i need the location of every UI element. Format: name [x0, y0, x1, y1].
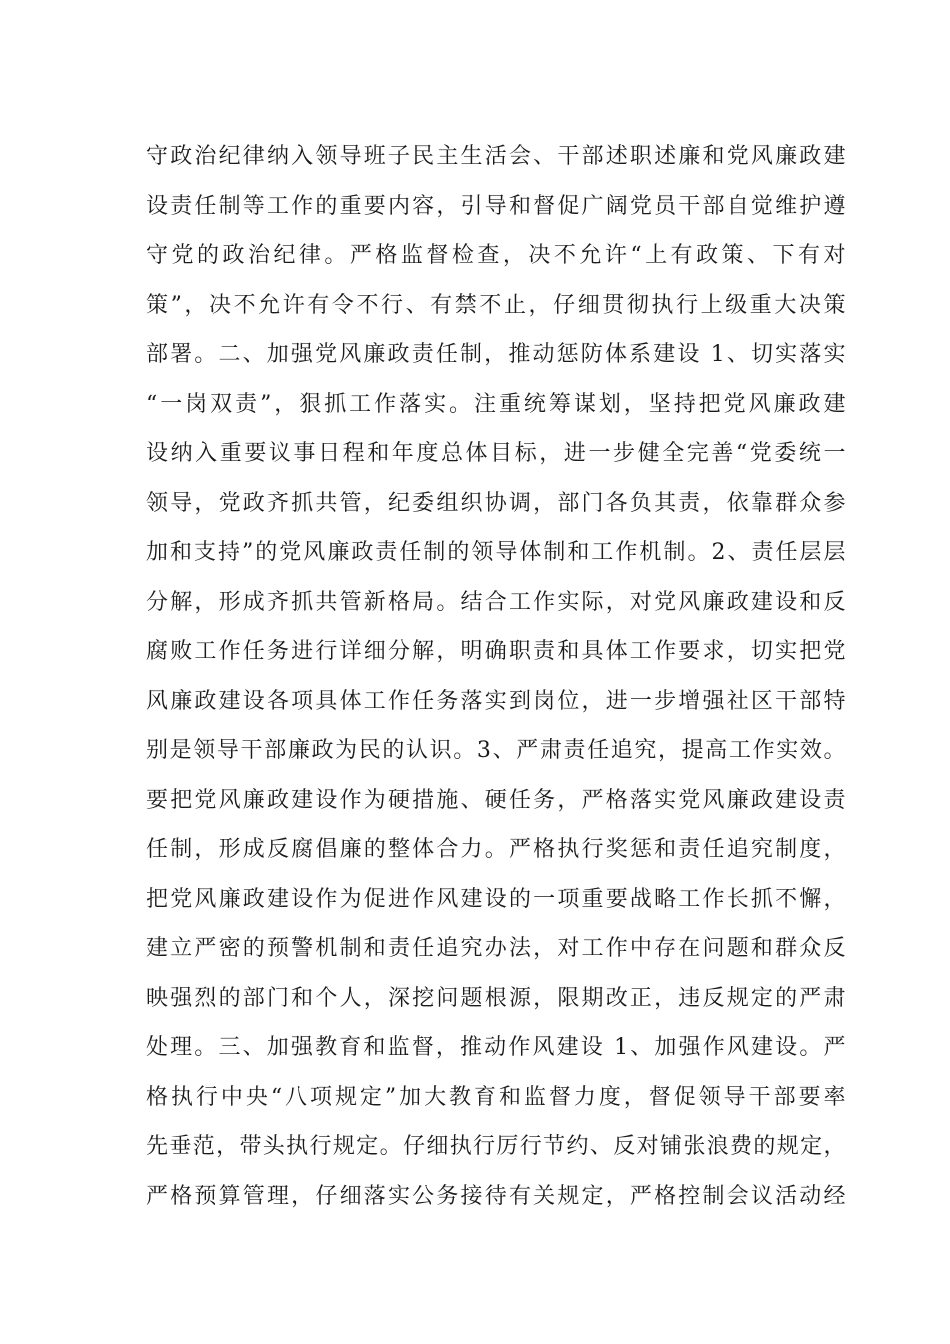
text-line: “一岗双责”，狠抓工作落实。注重统筹谋划，坚持把党风廉政建 [146, 391, 846, 417]
text-line: 任制，形成反腐倡廉的整体合力。严格执行奖惩和责任追究制度， [146, 837, 846, 862]
text-line: 格执行中央“八项规定”加大教育和监督力度，督促领导干部要率 [146, 1084, 846, 1110]
text-line: 先垂范，带头执行规定。仔细执行厉行节约、反对铺张浪费的规定， [146, 1134, 846, 1159]
text-line: 设责任制等工作的重要内容，引导和督促广阔党员干部自觉维护遵 [146, 193, 846, 219]
text-line: 严格预算管理，仔细落实公务接待有关规定，严格控制会议活动经 [146, 1183, 846, 1209]
text-line: 设纳入重要议事日程和年度总体目标，进一步健全完善“党委统一 [146, 441, 846, 466]
text-line: 策”，决不允许有令不行、有禁不止，仔细贯彻执行上级重大决策 [146, 292, 846, 318]
text-line: 守政治纪律纳入领导班子民主生活会、干部述职述廉和党风廉政建 [146, 144, 846, 169]
text-line: 风廉政建设各项具体工作任务落实到岗位，进一步增强社区干部特 [146, 688, 846, 714]
text-line: 建立严密的预警机制和责任追究办法，对工作中存在问题和群众反 [146, 936, 846, 961]
text-line: 守党的政治纪律。严格监督检查，决不允许“上有政策、下有对 [146, 243, 846, 268]
text-line: 领导，党政齐抓共管，纪委组织协调，部门各负其责，依靠群众参 [146, 490, 846, 516]
text-line: 腐败工作任务进行详细分解，明确职责和具体工作要求，切实把党 [146, 639, 846, 664]
text-line: 映强烈的部门和个人，深挖问题根源，限期改正，违反规定的严肃 [146, 985, 846, 1011]
text-line: 加和支持”的党风廉政责任制的领导体制和工作机制。2、责任层层 [146, 540, 846, 565]
text-line: 把党风廉政建设作为促进作风建设的一项重要战略工作长抓不懈， [146, 886, 846, 912]
text-line: 部署。二、加强党风廉政责任制，推动惩防体系建设 1、切实落实 [146, 342, 846, 367]
text-line: 分解，形成齐抓共管新格局。结合工作实际，对党风廉政建设和反 [146, 589, 846, 615]
text-line: 别是领导干部廉政为民的认识。3、严肃责任追究，提高工作实效。 [146, 738, 846, 763]
body-text [146, 132, 846, 1221]
text-line: 处理。三、加强教育和监督，推动作风建设 1、加强作风建设。严 [146, 1035, 846, 1060]
text-line: 要把党风廉政建设作为硬措施、硬任务，严格落实党风廉政建设责 [146, 787, 846, 813]
